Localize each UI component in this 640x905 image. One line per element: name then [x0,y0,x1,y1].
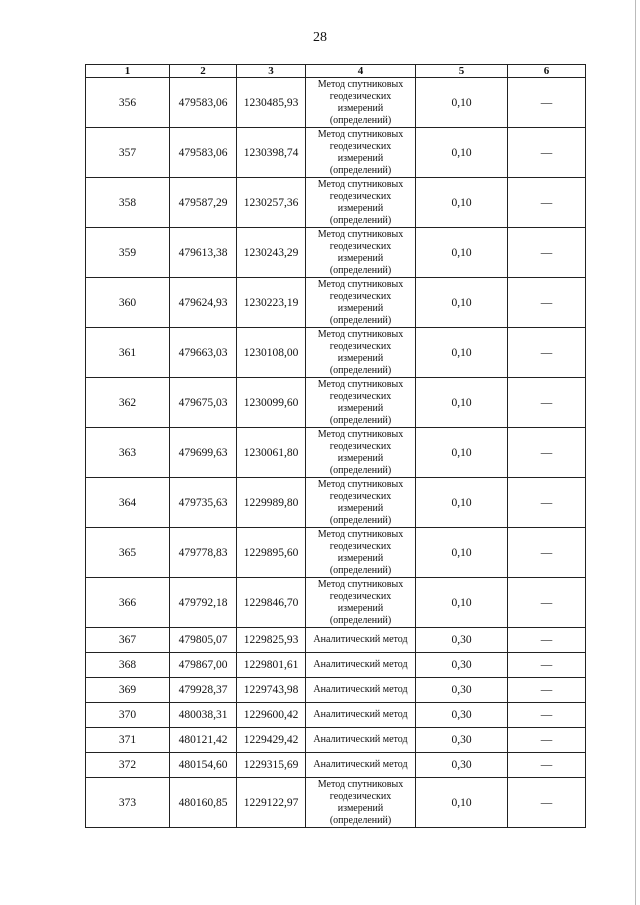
y-coordinate-cell: 1230223,19 [237,278,306,328]
accuracy-cell: 0,10 [416,178,508,228]
note-cell: — [508,778,586,828]
x-coordinate-cell: 479613,38 [170,228,237,278]
method-cell: Метод спутниковых геодезических измерений (определений) [306,128,416,178]
x-coordinate-cell: 479587,29 [170,178,237,228]
accuracy-cell: 0,30 [416,678,508,703]
table-row [86,278,586,328]
accuracy-cell: 0,10 [416,778,508,828]
point-number-cell: 363 [86,428,170,478]
x-coordinate-cell: 479928,37 [170,678,237,703]
note-cell: — [508,753,586,778]
accuracy-cell: 0,10 [416,328,508,378]
method-cell: Метод спутниковых геодезических измерений (определений) [306,578,416,628]
note-cell: — [508,378,586,428]
accuracy-cell: 0,10 [416,478,508,528]
x-coordinate-cell: 479583,06 [170,128,237,178]
table-row [86,428,586,478]
x-coordinate-cell: 480160,85 [170,778,237,828]
note-cell: — [508,428,586,478]
point-number-cell: 364 [86,478,170,528]
point-number-cell: 365 [86,528,170,578]
column-header-6: 6 [508,65,586,78]
note-cell: — [508,178,586,228]
x-coordinate-cell: 480154,60 [170,753,237,778]
point-number-cell: 361 [86,328,170,378]
y-coordinate-cell: 1229429,42 [237,728,306,753]
y-coordinate-cell: 1230108,00 [237,328,306,378]
y-coordinate-cell: 1230099,60 [237,378,306,428]
point-number-cell: 369 [86,678,170,703]
point-number-cell: 356 [86,78,170,128]
column-header-2: 2 [170,65,237,78]
accuracy-cell: 0,30 [416,703,508,728]
accuracy-cell: 0,30 [416,653,508,678]
accuracy-cell: 0,10 [416,78,508,128]
x-coordinate-cell: 479867,00 [170,653,237,678]
note-cell: — [508,528,586,578]
table-row [86,78,586,128]
method-cell: Метод спутниковых геодезических измерений (определений) [306,528,416,578]
point-number-cell: 357 [86,128,170,178]
note-cell: — [508,653,586,678]
y-coordinate-cell: 1230243,29 [237,228,306,278]
y-coordinate-cell: 1229743,98 [237,678,306,703]
note-cell: — [508,278,586,328]
page-number: 28 [313,30,327,45]
method-cell: Метод спутниковых геодезических измерений (определений) [306,278,416,328]
point-number-cell: 371 [86,728,170,753]
column-header-5: 5 [416,65,508,78]
y-coordinate-cell: 1230257,36 [237,178,306,228]
note-cell: — [508,728,586,753]
table-row [86,653,586,678]
x-coordinate-cell: 479699,63 [170,428,237,478]
column-header-1: 1 [86,65,170,78]
method-cell: Метод спутниковых геодезических измерений (определений) [306,78,416,128]
method-cell: Метод спутниковых геодезических измерений (определений) [306,428,416,478]
method-cell: Метод спутниковых геодезических измерений (определений) [306,228,416,278]
y-coordinate-cell: 1230061,80 [237,428,306,478]
accuracy-cell: 0,30 [416,628,508,653]
point-number-cell: 372 [86,753,170,778]
point-number-cell: 358 [86,178,170,228]
method-cell: Аналитический метод [306,678,416,703]
table-row [86,528,586,578]
coordinates-table [85,64,586,828]
point-number-cell: 360 [86,278,170,328]
accuracy-cell: 0,10 [416,278,508,328]
x-coordinate-cell: 479735,63 [170,478,237,528]
table-row [86,128,586,178]
accuracy-cell: 0,30 [416,728,508,753]
note-cell: — [508,703,586,728]
x-coordinate-cell: 480121,42 [170,728,237,753]
table-header-row [86,65,586,78]
y-coordinate-cell: 1229825,93 [237,628,306,653]
note-cell: — [508,78,586,128]
method-cell: Аналитический метод [306,628,416,653]
note-cell: — [508,228,586,278]
table-row [86,728,586,753]
y-coordinate-cell: 1229895,60 [237,528,306,578]
x-coordinate-cell: 479663,03 [170,328,237,378]
y-coordinate-cell: 1230485,93 [237,78,306,128]
x-coordinate-cell: 480038,31 [170,703,237,728]
table-row [86,628,586,653]
table-row [86,228,586,278]
table-row [86,378,586,428]
column-header-3: 3 [237,65,306,78]
y-coordinate-cell: 1229801,61 [237,653,306,678]
accuracy-cell: 0,10 [416,128,508,178]
note-cell: — [508,478,586,528]
note-cell: — [508,328,586,378]
y-coordinate-cell: 1229122,97 [237,778,306,828]
table-row [86,703,586,728]
method-cell: Аналитический метод [306,753,416,778]
accuracy-cell: 0,10 [416,578,508,628]
method-cell: Метод спутниковых геодезических измерений (определений) [306,378,416,428]
table-row [86,478,586,528]
point-number-cell: 373 [86,778,170,828]
method-cell: Аналитический метод [306,728,416,753]
x-coordinate-cell: 479624,93 [170,278,237,328]
scan-edge-line [635,0,636,905]
table-row [86,753,586,778]
method-cell: Метод спутниковых геодезических измерений (определений) [306,328,416,378]
note-cell: — [508,628,586,653]
table-row [86,328,586,378]
point-number-cell: 370 [86,703,170,728]
method-cell: Аналитический метод [306,653,416,678]
y-coordinate-cell: 1229600,42 [237,703,306,728]
x-coordinate-cell: 479675,03 [170,378,237,428]
note-cell: — [508,578,586,628]
point-number-cell: 366 [86,578,170,628]
y-coordinate-cell: 1230398,74 [237,128,306,178]
y-coordinate-cell: 1229989,80 [237,478,306,528]
point-number-cell: 367 [86,628,170,653]
point-number-cell: 362 [86,378,170,428]
method-cell: Метод спутниковых геодезических измерений (определений) [306,478,416,528]
table-row [86,178,586,228]
column-header-4: 4 [306,65,416,78]
note-cell: — [508,678,586,703]
point-number-cell: 368 [86,653,170,678]
method-cell: Аналитический метод [306,703,416,728]
accuracy-cell: 0,10 [416,428,508,478]
point-number-cell: 359 [86,228,170,278]
accuracy-cell: 0,10 [416,378,508,428]
accuracy-cell: 0,30 [416,753,508,778]
table-row [86,578,586,628]
table-row [86,778,586,828]
method-cell: Метод спутниковых геодезических измерений (определений) [306,778,416,828]
method-cell: Метод спутниковых геодезических измерений (определений) [306,178,416,228]
x-coordinate-cell: 479583,06 [170,78,237,128]
x-coordinate-cell: 479805,07 [170,628,237,653]
x-coordinate-cell: 479792,18 [170,578,237,628]
note-cell: — [508,128,586,178]
x-coordinate-cell: 479778,83 [170,528,237,578]
accuracy-cell: 0,10 [416,528,508,578]
y-coordinate-cell: 1229315,69 [237,753,306,778]
table-row [86,678,586,703]
accuracy-cell: 0,10 [416,228,508,278]
y-coordinate-cell: 1229846,70 [237,578,306,628]
